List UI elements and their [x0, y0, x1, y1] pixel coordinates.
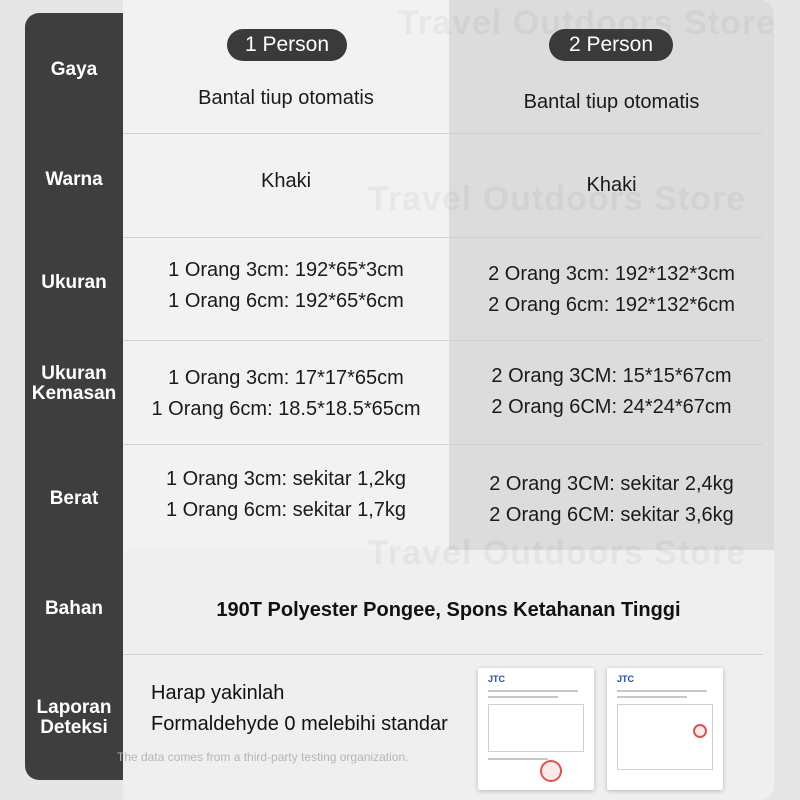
- warna-col2: Khaki: [586, 174, 637, 196]
- row-label-warna: Warna: [45, 169, 103, 190]
- report-line: [617, 696, 687, 698]
- report-line: [617, 690, 707, 692]
- kemasan-col1-line: 1 Orang 3cm: 17*17*65cm: [168, 367, 404, 389]
- report-table: [488, 704, 584, 752]
- berat-col2-line: 2 Orang 3CM: sekitar 2,4kg: [489, 473, 734, 495]
- row-label-gaya: Gaya: [50, 59, 98, 80]
- header-pill-1-person: 1 Person: [227, 29, 347, 61]
- row-divider: [123, 444, 763, 445]
- berat-col1-line: 1 Orang 6cm: sekitar 1,7kg: [165, 499, 407, 521]
- ukuran-col2: [449, 259, 774, 321]
- kemasan-col1: [123, 363, 449, 425]
- row-divider: [123, 654, 763, 655]
- warna-col1: Khaki: [260, 170, 312, 192]
- laporan-text: [151, 678, 448, 740]
- row-divider: [123, 237, 763, 238]
- row-label-line: Deteksi: [40, 717, 108, 738]
- ukuran-col1: [123, 255, 449, 317]
- report-line: [488, 690, 578, 692]
- berat-col2-line: 2 Orang 6CM: sekitar 3,6kg: [489, 504, 734, 526]
- laporan-line: Formaldehyde 0 melebihi standar: [151, 713, 448, 735]
- berat-col2: [449, 469, 774, 531]
- ukuran-col2-line: 2 Orang 6cm: 192*132*6cm: [488, 294, 735, 316]
- report-seal-icon: [540, 760, 562, 782]
- bahan-value: 190T Polyester Pongee, Spons Ketahanan Tinggi: [216, 599, 681, 621]
- report-line: [488, 696, 558, 698]
- row-label-line: Kemasan: [31, 383, 117, 404]
- report-seal-icon: [693, 724, 707, 738]
- row-label-berat: Berat: [49, 488, 99, 509]
- berat-col1-line: 1 Orang 3cm: sekitar 1,2kg: [165, 468, 407, 490]
- test-report-image: [478, 668, 594, 790]
- row-divider: [123, 133, 763, 134]
- kemasan-col2-line: 2 Orang 6CM: 24*24*67cm: [491, 396, 732, 418]
- ukuran-col1-line: 1 Orang 3cm: 192*65*3cm: [168, 259, 404, 281]
- header-pill-2-person: 2 Person: [549, 29, 673, 61]
- row-label-ukuran-kemasan: [25, 363, 123, 405]
- report-logo: JTC: [617, 674, 635, 684]
- footnote: The data comes from a third-party testing organization.: [117, 750, 409, 764]
- row-label-ukuran: Ukuran: [41, 272, 107, 293]
- report-line: [488, 758, 548, 760]
- row-label-line: Ukuran: [41, 363, 107, 384]
- kemasan-col2: [449, 361, 774, 423]
- row-label-bahan: Bahan: [44, 598, 104, 619]
- row-label-laporan-deteksi: [25, 697, 123, 739]
- ukuran-col2-line: 2 Orang 3cm: 192*132*3cm: [488, 263, 735, 285]
- kemasan-col1-line: 1 Orang 6cm: 18.5*18.5*65cm: [151, 398, 421, 420]
- row-label-line: Laporan: [36, 697, 112, 718]
- berat-col1: [123, 464, 449, 526]
- kemasan-col2-line: 2 Orang 3CM: 15*15*67cm: [491, 365, 732, 387]
- test-report-image: [607, 668, 723, 790]
- report-logo: JTC: [488, 674, 506, 684]
- gaya-col2: Bantal tiup otomatis: [523, 91, 700, 113]
- row-divider: [123, 340, 763, 341]
- gaya-col1: Bantal tiup otomatis: [198, 87, 374, 109]
- laporan-line: Harap yakinlah: [151, 682, 285, 704]
- ukuran-col1-line: 1 Orang 6cm: 192*65*6cm: [168, 290, 404, 312]
